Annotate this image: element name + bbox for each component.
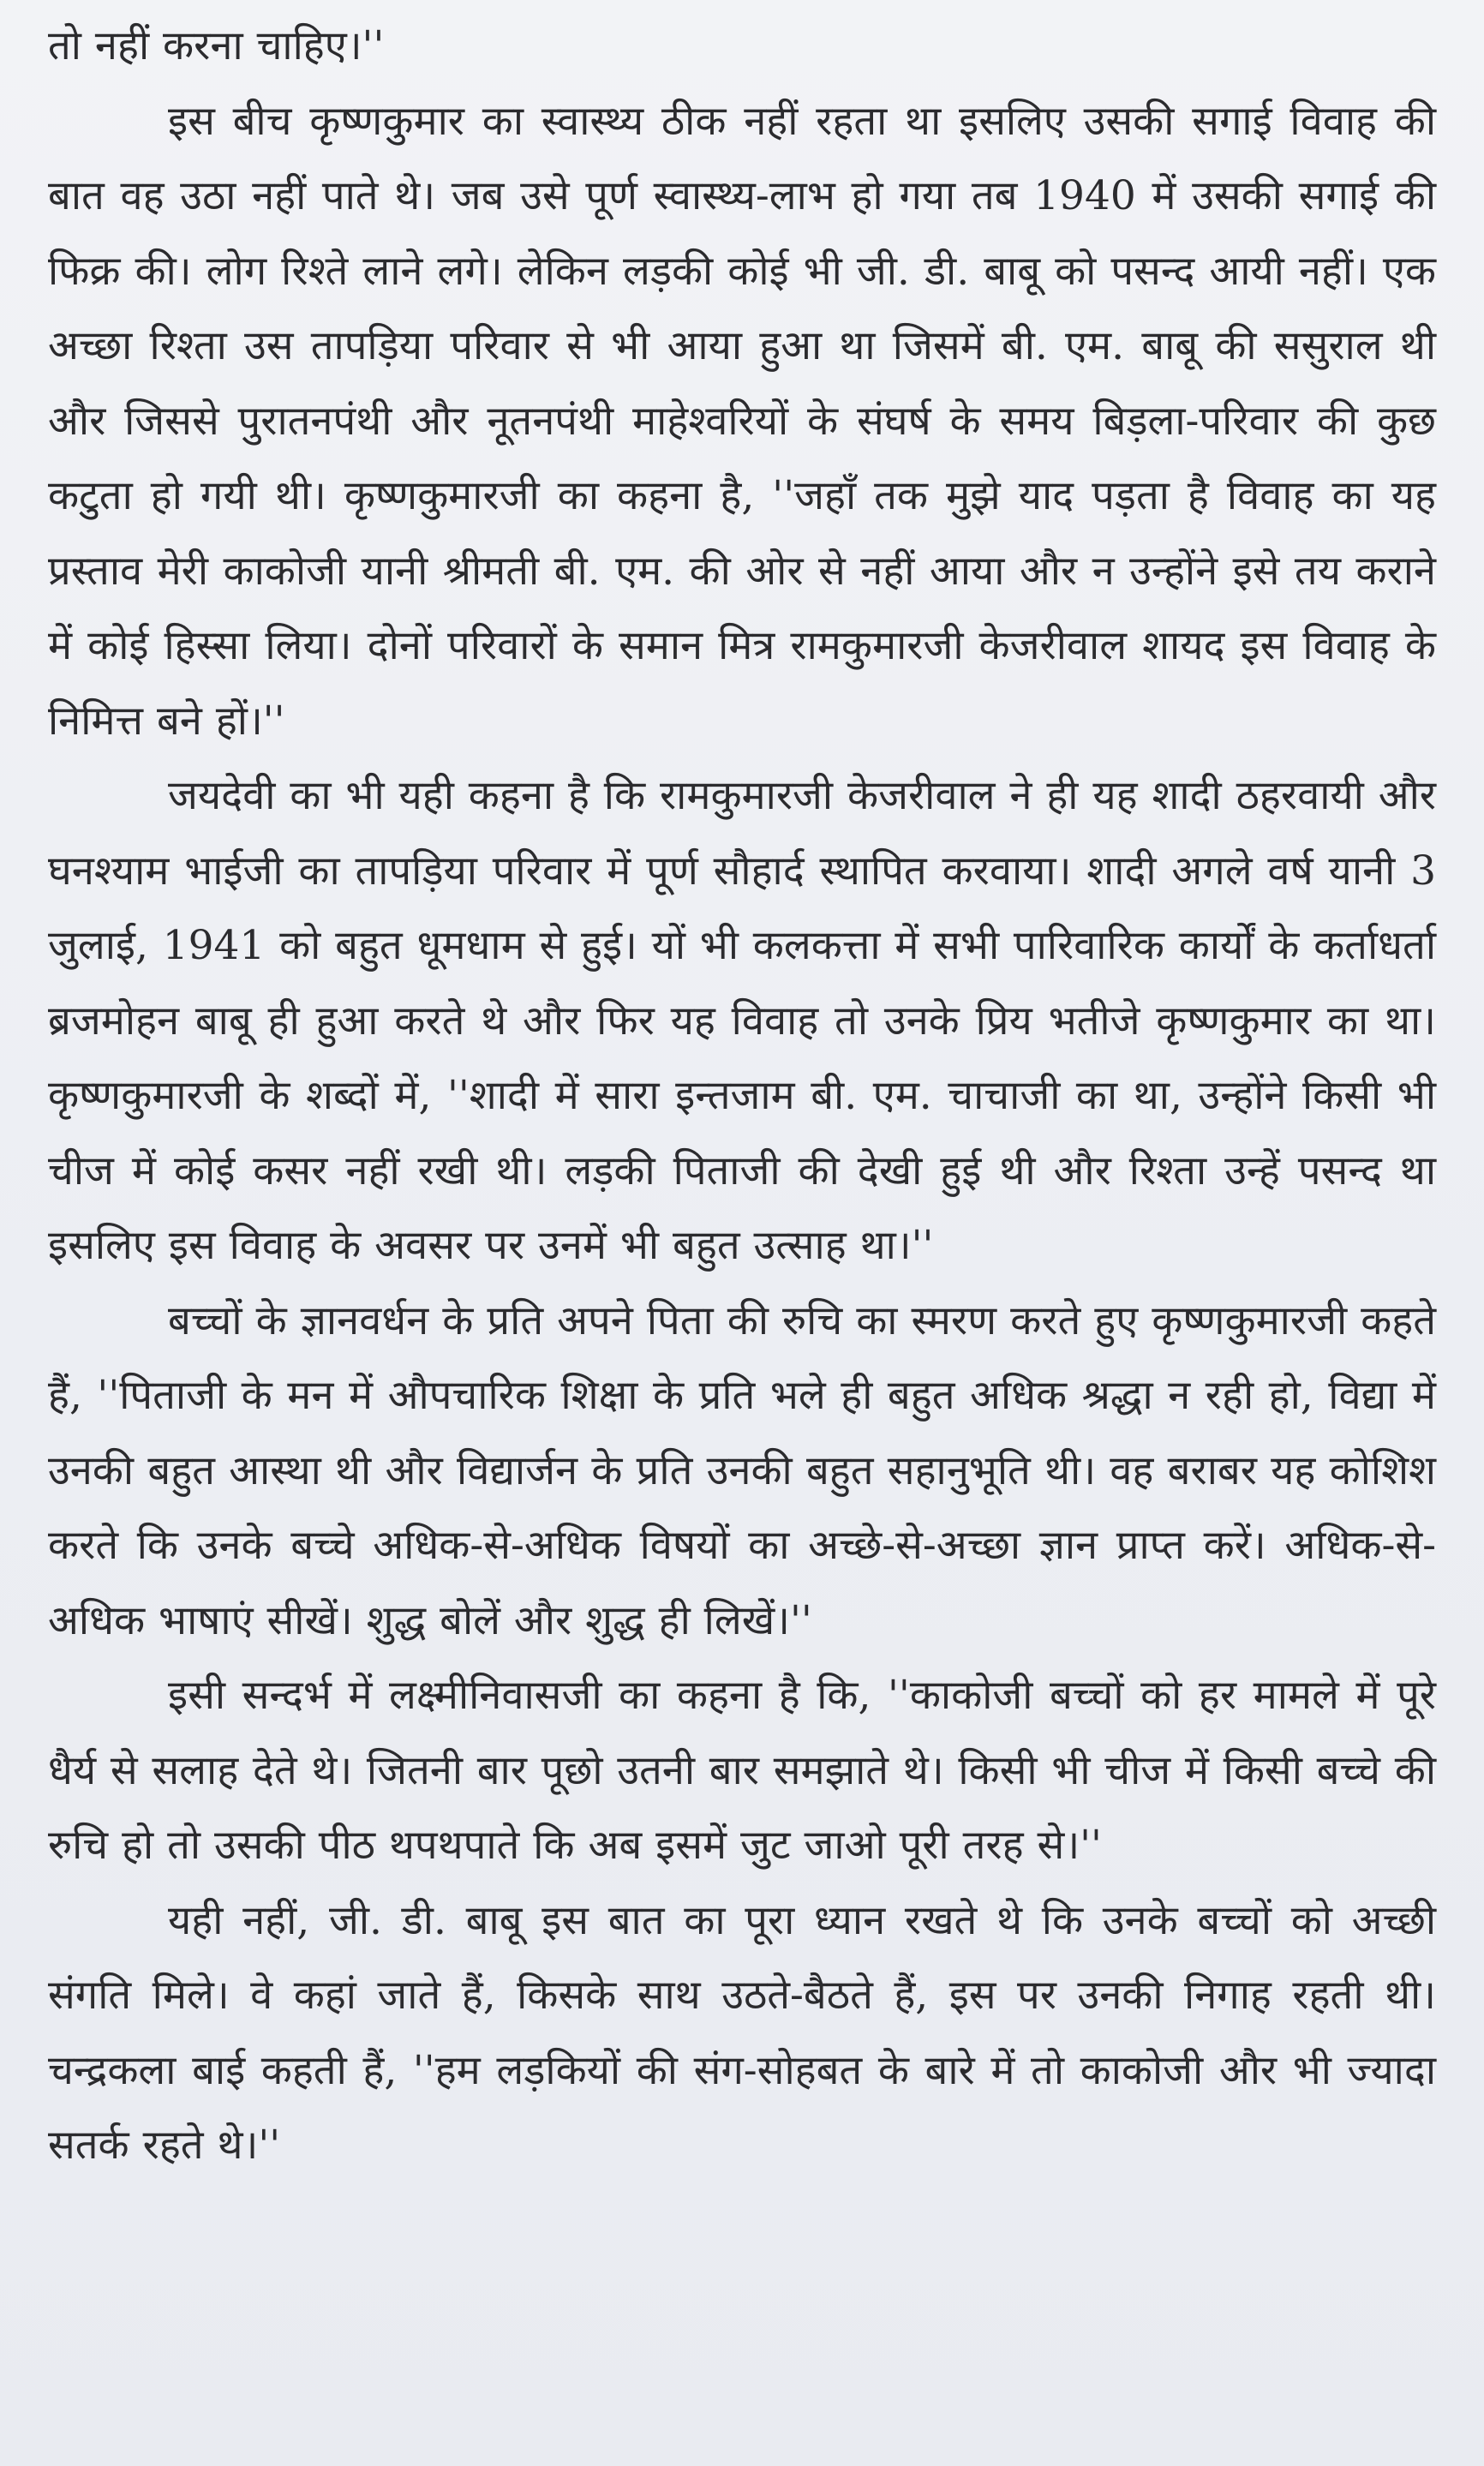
paragraph-education: बच्चों के ज्ञानवर्धन के प्रति अपने पिता की रुचि का स्मरण करते हुए कृष्णकुमारजी कहते हैं, ''पिताजी के मन में औपचारिक शिक्षा के प्रति भले ही बहुत अधिक श्रद्धा न रही हो, विद्या में उनकी बहुत आस्था थी और विद्यार्जन के प्रति उनकी बहुत सहानुभूति थी। वह बराबर यह कोशिश करते कि उनके बच्चे अधिक-से-अधिक विषयों का अच्छे-से-अच्छा ज्ञान प्राप्त करें। अधिक-से-अधिक भाषाएं सीखें। शुद्ध बोलें और शुद्ध ही लिखें।'' bbox=[48, 1296, 1436, 1644]
paragraph-continuation: तो नहीं करना चाहिए।'' bbox=[48, 22, 385, 69]
paragraph-wedding: जयदेवी का भी यही कहना है कि रामकुमारजी केजरीवाल ने ही यह शादी ठहरवायी और घनश्याम भाईजी का तापड़िया परिवार में पूर्ण सौहार्द स्थापित करवाया। शादी अगले वर्ष यानी 3 जुलाई, 1941 को बहुत धूमधाम से हुई। यों भी कलकत्ता में सभी पारिवारिक कार्यों के कर्ताधर्ता ब्रजमोहन बाबू ही हुआ करते थे और फिर यह विवाह तो उनके प्रिय भतीजे कृष्णकुमार का था। कृष्णकुमारजी के शब्दों में, ''शादी में सारा इन्तजाम बी. एम. चाचाजी का था, उन्होंने किसी भी चीज में कोई कसर नहीं रखी थी। लड़की पिताजी की देखी हुई थी और रिश्ता उन्हें पसन्द था इसलिए इस विवाह के अवसर पर उनमें भी बहुत उत्साह था।'' bbox=[48, 772, 1436, 1269]
page-text bbox=[48, 9, 1436, 2183]
paragraph-engagement: इस बीच कृष्णकुमार का स्वास्थ्य ठीक नहीं रहता था इसलिए उसकी सगाई विवाह की बात वह उठा नहीं पाते थे। जब उसे पूर्ण स्वास्थ्य-लाभ हो गया तब 1940 में उसकी सगाई की फिक्र की। लोग रिश्ते लाने लगे। लेकिन लड़की कोई भी जी. डी. बाबू को पसन्द आयी नहीं। एक अच्छा रिश्ता उस तापड़िया परिवार से भी आया हुआ था जिसमें बी. एम. बाबू की ससुराल थी और जिससे पुरातनपंथी और नूतनपंथी माहेश्वरियों के संघर्ष के समय बिड़ला-परिवार की कुछ कटुता हो गयी थी। कृष्णकुमारजी का कहना है, ''जहाँ तक मुझे याद पड़ता है विवाह का यह प्रस्ताव मेरी काकोजी यानी श्रीमती बी. एम. की ओर से नहीं आया और न उन्होंने इसे तय कराने में कोई हिस्सा लिया। दोनों परिवारों के समान मित्र रामकुमारजी केजरीवाल शायद इस विवाह के निमित्त बने हों।'' bbox=[48, 97, 1436, 745]
paragraph-company: यही नहीं, जी. डी. बाबू इस बात का पूरा ध्यान रखते थे कि उनके बच्चों को अच्छी संगति मिले। वे कहां जाते हैं, किसके साथ उठते-बैठते हैं, इस पर उनकी निगाह रहती थी। चन्द्रकला बाई कहती हैं, ''हम लड़कियों की संग-सोहबत के बारे में तो काकोजी और भी ज्यादा सतर्क रहते थे।'' bbox=[48, 1896, 1436, 2169]
paragraph-advice: इसी सन्दर्भ में लक्ष्मीनिवासजी का कहना है कि, ''काकोजी बच्चों को हर मामले में पूरे धैर्य से सलाह देते थे। जितनी बार पूछो उतनी बार समझाते थे। किसी भी चीज में किसी बच्चे की रुचि हो तो उसकी पीठ थपथपाते कि अब इसमें जुट जाओ पूरी तरह से।'' bbox=[48, 1672, 1436, 1869]
